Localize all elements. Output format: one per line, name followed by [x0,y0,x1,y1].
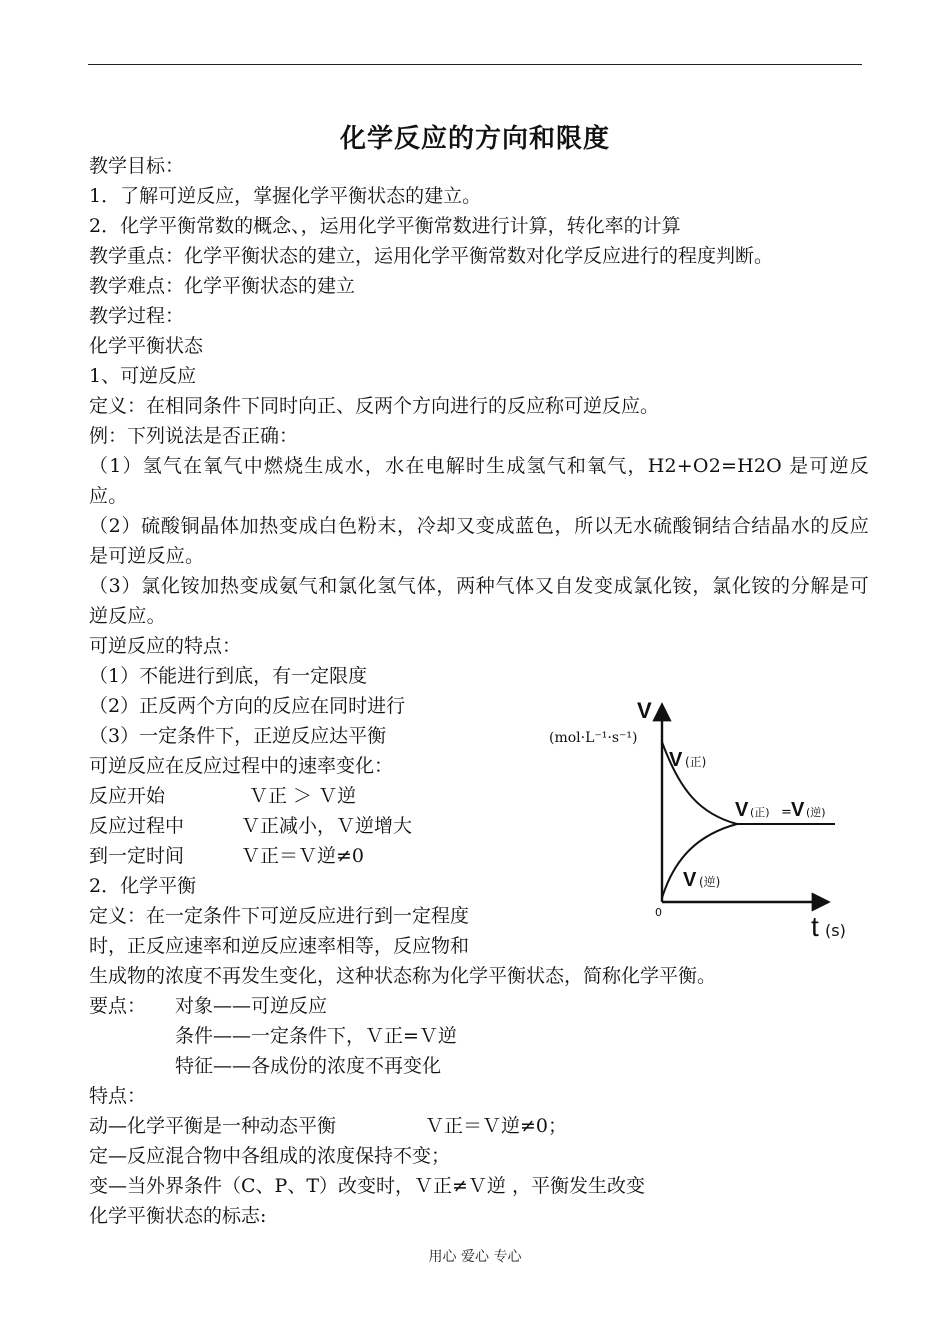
equilibrium-signs-heading: 化学平衡状态的标志: [89,1205,267,1227]
y-axis-label: V [637,698,652,723]
process-heading: 教学过程： [89,305,185,327]
example-3: （3）氯化铵加热变成氨气和氯化氢气体，两种气体又自发变成氯化铵，氯化铵的分解是可逆反应。 [89,575,869,627]
rate-time-graph [545,696,855,946]
rate-stage: 到一定时间 [89,845,185,867]
characteristic-fixed: 定—反应混合物中各组成的浓度保持不变； [89,1145,451,1167]
reverse-rate-label: V [683,869,697,891]
section-chemical-equilibrium: 2．化学平衡 [89,875,197,897]
section-equilibrium-state: 化学平衡状态 [89,335,204,357]
origin-label: 0 [655,906,662,919]
rate-change-heading: 可逆反应在反应过程中的速率变化： [89,755,394,777]
forward-rate-label: V [669,749,683,771]
section-reversible-reaction: 1、可逆反应 [89,365,197,387]
characteristic-dynamic [89,1111,869,1141]
definition-line-1: 定义：在一定条件下可逆反应进行到一定程度 [89,905,470,927]
key-point-text: 对象——可逆反应 [175,995,328,1017]
key-points-label: 要点： [89,995,147,1017]
key-point-feature: 特征——各成份的浓度不再变化 [175,1055,442,1077]
page-title: 化学反应的方向和限度 [339,124,610,154]
rate-relation: Ｖ正减小，Ｖ逆增大 [241,815,413,837]
example-2: （2）硫酸铜晶体加热变成白色粉末，冷却又变成蓝色，所以无水硫酸铜结合结晶水的反应是可逆反应。 [89,515,869,567]
rate-relation: Ｖ正 ＞ Ｖ逆 [249,785,357,807]
feature-1: （1）不能进行到底，有一定限度 [89,665,368,687]
difficult-points: 教学难点：化学平衡状态的建立 [89,275,356,297]
characteristic-text: 动—化学平衡是一种动态平衡 [89,1115,337,1137]
objective-1: 1．了解可逆反应，掌握化学平衡状态的建立。 [89,185,482,207]
equilibrium-sub1: (正) [750,806,770,819]
example-heading: 例：下列说法是否正确： [89,425,299,447]
feature-2: （2）正反两个方向的反应在同时进行 [89,695,406,717]
definition-line-2: 时，正反应速率和逆反应速率相等，反应物和 [89,935,470,957]
feature-3: （3）一定条件下，正逆反应达平衡 [89,725,387,747]
page-footer: 用心 爱心 专心 [428,1249,522,1265]
key-point-condition: 条件——一定条件下，Ｖ正=Ｖ逆 [175,1025,457,1047]
x-axis-unit: (s) [825,921,846,940]
key-point-object [89,991,869,1021]
x-axis-label: t [811,911,819,942]
characteristic-formula: Ｖ正＝Ｖ逆≠0； [425,1115,568,1137]
equilibrium-v2: V [791,799,805,821]
objectives-heading: 教学目标： [89,155,185,177]
rate-stage: 反应开始 [89,785,166,807]
y-axis-unit: (mol·L⁻¹·s⁻¹) [549,730,638,746]
rate-stage: 反应过程中 [89,815,185,837]
definition-reversible: 定义：在相同条件下同时向正、反两个方向进行的反应称可逆反应。 [89,395,660,417]
equilibrium-v1: V [735,799,749,821]
key-points: 教学重点：化学平衡状态的建立，运用化学平衡常数对化学反应进行的程度判断。 [89,245,774,267]
reverse-rate-subscript: (逆) [699,875,721,889]
objective-2: 2．化学平衡常数的概念、，运用化学平衡常数进行计算，转化率的计算 [89,215,681,237]
rate-relation: Ｖ正＝Ｖ逆≠0 [241,845,365,867]
features-heading: 可逆反应的特点： [89,635,242,657]
definition-line-3: 生成物的浓度不再发生变化，这种状态称为化学平衡状态，简称化学平衡。 [89,965,717,987]
example-1: （1）氢气在氧气中燃烧生成水，水在电解时生成氢气和氧气，H2+O2=H2O 是可逆反应。 [89,455,869,507]
header-rule [88,64,862,65]
equilibrium-sub2: (逆) [806,806,826,819]
characteristics-heading: 特点： [89,1085,147,1107]
equilibrium-equals: = [781,805,792,820]
forward-rate-subscript: (正) [685,755,707,769]
document-body [89,151,869,1231]
characteristic-change: 变—当外界条件（C、P、T）改变时，Ｖ正≠Ｖ逆 ，平衡发生改变 [89,1175,645,1197]
